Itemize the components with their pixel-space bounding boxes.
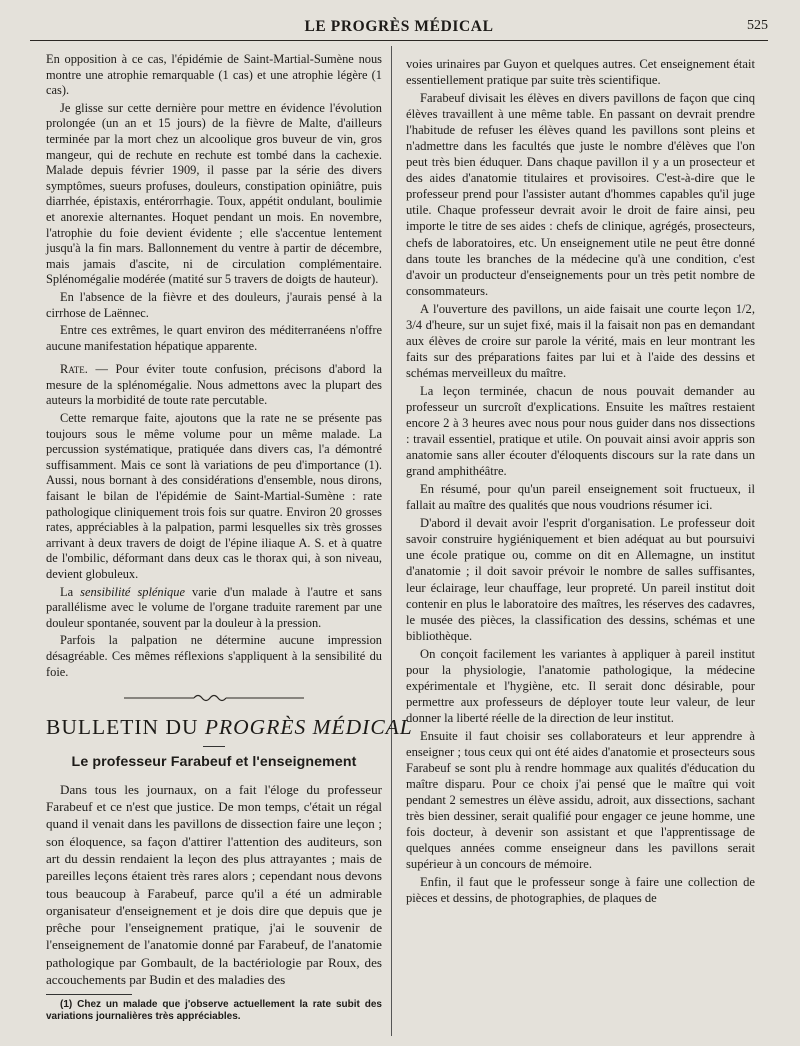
paragraph: voies urinaires par Guyon et quelques autres. Cet enseignement était essentiellement pratique par suite très scientifique.: [406, 57, 755, 88]
article-body: [46, 781, 382, 989]
paragraph: Je glisse sur cette dernière pour mettre en évidence l'évolution prolongée (un an et 15 jours) de la fièvre de Malte, d'ailleurs terminée par la mort chez un alcoolique gros buveur de vin, gros mangeur, qui de rechute en rechute est tombé dans la cachexie. Malade depuis février 1909, il passe par la série des divers symptômes, sueurs profuses, douleurs, constipation opiniâtre, puis diarrhée, épistaxis, entérorrhagie. Toux, appétit ondulant, boulimie et anorexie alternantes. Hoquet pendant un mois. En novembre, l'atrophie du foie devient évidente ; elle s'accentue lentement jusqu'à la fin mars. Ballonnement du ventre à partir de décembre, mais jamais d'ascite, ni de circulation complémentaire. Splénomégalie modérée (matité sur 5 travers de doigts de hauteur).: [46, 100, 382, 287]
footnote-rule: [46, 994, 132, 995]
rate-paragraph: [46, 362, 382, 409]
ornament-divider: [46, 692, 382, 706]
bulletin-heading: [46, 714, 413, 740]
paragraph: Ensuite il faut choisir ses collaborateurs et leur apprendre à enseigner ; tous ceux qui ont été aides d'anatomie et prosecteurs sous Farabeuf se sont plu à rendre hommage aux qualités d'éducation du maître disparu. Pour ce choix j'ai pensé que le maître qui voit pendant 2 semestres un élève assidu, adroit, aux dissections, sachant très bien dessiner, serait qualifié pour engager ce jeune homme, une fois docteur, à devenir son assistant et que l'apprentissage de quelques années comme enseigneur dans les pavillons serait supérieur à un concours de mémoire.: [406, 728, 755, 872]
rate-text: — Pour éviter toute confusion, précisons d'abord la mesure de la splénomégalie. Nous admettons avec la plupart des auteurs la morbidité de toute rate percutable.: [46, 362, 382, 408]
paragraph: A l'ouverture des pavillons, un aide faisait une courte leçon 1/2, 3/4 d'heure, sur un sujet fixé, mais il la faisait non pas en demandant aux élèves de croire sur parole la vérité, mais en leur montrant les faits sur des préparations faites par lui et à l'aide des dessins et schémas merveilleux du maître.: [406, 301, 755, 380]
paragraph: Dans tous les journaux, on a fait l'éloge du professeur Farabeuf et ce n'est que justice. De mon temps, c'était un régal quand il venait dans les pavillons de dissection faire une leçon ; son éloquence, sa façon d'attirer l'attention des auditeurs, son art du dessin rendaient la leçon des plus attrayantes ; mais de pareilles leçons étaient très rares alors ; cependant nous devons tous beaucoup à Farabeuf, parce qu'il a été un admirable organisateur d'enseignement et je dois dire que depuis que je prêche pour l'enseignement pratique, j'ai le souvenir de l'enseignement de l'anatomie donné par Farabeuf, de l'anatomie pathologique par Gombault, de la bactériologie par Roux, des accouchements par Budin et des maladies des: [46, 781, 382, 988]
left-column: [46, 52, 413, 1024]
journal-title: LE PROGRÈS MÉDICAL: [304, 18, 494, 35]
paragraph: En opposition à ce cas, l'épidémie de Saint-Martial-Sumène nous montre une atrophie remarquable (1 cas) et une atrophie légère (1 cas).: [46, 52, 382, 98]
text-run: varie d'un malade à l'autre et sans parallélisme avec le volume de l'organe traduite rarement par une douleur spontanée, souvent par la douleur à la pression.: [46, 584, 382, 630]
paragraph: La leçon terminée, chacun de nous pouvait demander au professeur un surcroît d'explications. Ensuite les maîtres restaient encore 2 à 3 heures avec nous pour nous guider dans nos dissections : travail essentiel, pratique et utile. On pouvait ainsi avoir appris son anatomie sans aller écouter d'éloquents discours sur la rate dans un grand amphithéâtre.: [406, 383, 755, 479]
running-header: [30, 14, 768, 41]
text-run: La: [60, 584, 81, 599]
paragraph: Cette remarque faite, ajoutons que la rate ne se présente pas toujours sous le même volume pour un même malade. La percussion systématique, pratiquée dans divers cas, l'a démontré suffisamment. Mais ce sont là variations de peu d'importance (1). Aussi, nous bornant à des considérations d'ensemble, nous dirons, faisant le bilan de l'épidémie de Saint-Martial-Sumène : rate pathologique cliniquement trois fois sur quatre. Environ 20 grosses rates, appréciables à la palpation, parmi lesquelles six très grosses arrivant à deux travers de doigt de l'épine iliaque A. S. et à quatre de l'ombilic, déformant dans deux cas le thorax qui, à son niveau, devient globuleux.: [46, 411, 382, 581]
flourish-icon: [124, 692, 304, 704]
page-number: 525: [747, 18, 768, 33]
heading-italic: PROGRÈS MÉDICAL: [204, 715, 413, 740]
paragraph: D'abord il devait avoir l'esprit d'organisation. Le professeur doit savoir construire hygiéniquement et bien adéquat au but poursuivi une école pratique ou, comme on dit en Allemagne, un institut d'anatomie ; il doit savoir prévoir le nombre de salles suffisantes, leur éclairage, leur chauffage, leur propreté. Un pareil institut doit contenir en plus le laboratoire des maîtres, les réserves des cadavres, le musée des pièces, la classification des dessins, schémas et une bibliothèque.: [406, 516, 755, 643]
paragraph: Farabeuf divisait les élèves en divers pavillons de façon que cinq élèves travaillent à une même table. En passant on devrait prendre l'habitude de refuser les élèves quand les pavillons sont pleins et n'admettre dans les facultés que juste le nombre d'élèves que l'on peut très bien éduquer. Dans chaque pavillon il y a un prosecteur et des aides d'anatomie titulaires et provisoires. C'est-à-dire que le professeur prend pour l'assister autant d'hommes capables qu'il juge utile. Chaque professeur devrait avoir le droit de faire ainsi, peu importe le titre de ses aides : chefs de clinique, agrégés, prosecteurs, chefs de laboratoires, etc. Un enseignement utile ne peut être donné dans toute les branches de la médecine qu'à une condition, c'est d'avoir un producteur d'enseignements pour un très petit nombre de consommateurs.: [406, 91, 755, 298]
column-divider: [391, 46, 392, 1036]
divider: [203, 746, 225, 747]
right-column: [406, 56, 755, 908]
footnote: (1) Chez un malade que j'observe actuellement la rate subit des variations journalières très appréciables.: [46, 999, 382, 1022]
paragraph: En l'absence de la fièvre et des douleurs, j'aurais pensé à la cirrhose de Laënnec.: [46, 289, 382, 320]
paragraph: Parfois la palpation ne détermine aucune impression désagréable. Ces mêmes réflexions s'appliquent à la sensibilité du foie.: [46, 633, 382, 679]
paragraph: En résumé, pour qu'un pareil enseignement soit fructueux, il fallait au maître des qualités que nous voudrions résumer ici.: [406, 482, 755, 513]
paragraph: Entre ces extrêmes, le quart environ des méditerranéens n'offre aucune manifestation hépatique apparente.: [46, 323, 382, 353]
article-title: Le professeur Farabeuf et l'enseignement: [71, 754, 357, 771]
splenic-paragraph: [46, 585, 382, 632]
paragraph: On conçoit facilement les variantes à appliquer à pareil institut pour la physiologie, l'anatomie pathologique, la médecine expérimentale et l'hygiène, etc. Il serait donc désirable, pour permettre aux professeurs de déployer toute leur valeur, de leur donner la liberté réelle de la direction de leur institut.: [406, 646, 755, 725]
rate-label: Rate.: [60, 362, 88, 377]
emphasis: sensibilité splénique: [80, 584, 185, 599]
heading-text: BULLETIN DU: [46, 715, 199, 740]
paragraph: Enfin, il faut que le professeur songe à faire une collection de pièces et dessins, de photographies, de plaques de: [406, 875, 755, 906]
